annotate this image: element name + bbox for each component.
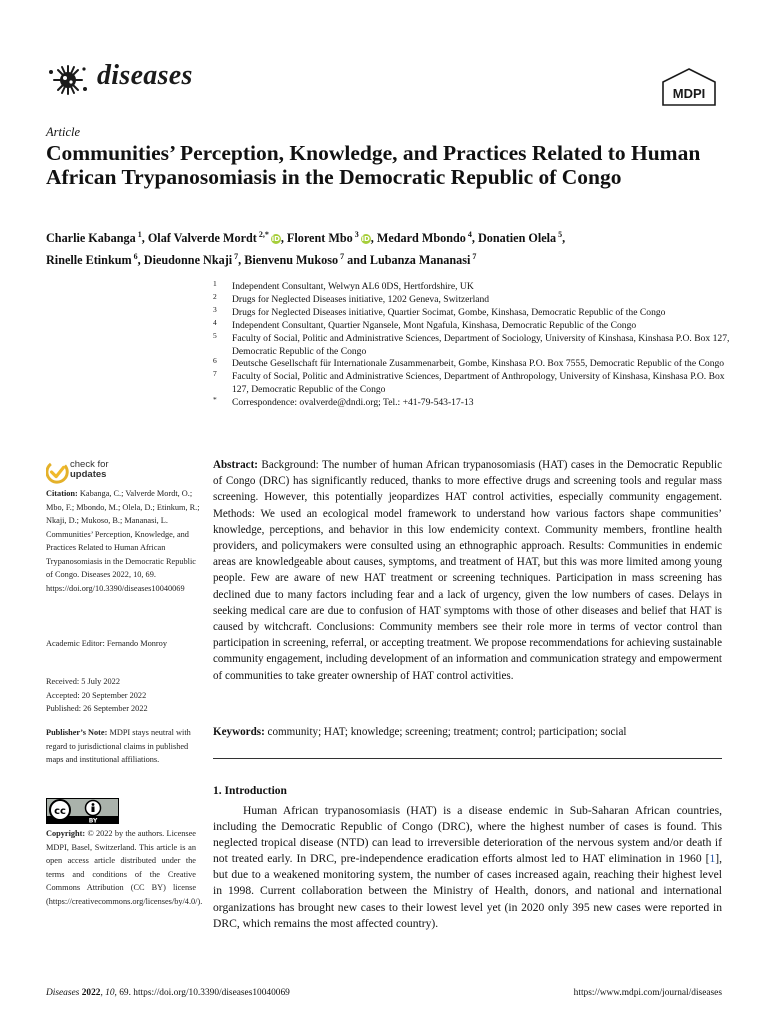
author-name: Medard Mbondo <box>376 231 466 246</box>
affiliation-item <box>213 291 733 307</box>
journal-logo-icon <box>46 62 90 98</box>
author-name: Rinelle Etinkum <box>46 252 132 267</box>
affiliation-item <box>213 358 733 371</box>
accepted-date: Accepted: 20 September 2022 <box>46 690 147 700</box>
affiliation-text: Independent Consultant, Quartier Ngansele, Mont Ngafula, Kinshasa, Democratic Republic of the Congo <box>232 319 637 331</box>
affiliation-number: 5 <box>213 330 217 340</box>
academic-editor: Academic Editor: Fernando Monroy <box>46 639 167 648</box>
affiliation-item <box>213 281 733 294</box>
author-affiliation-sup: 2,* <box>258 230 269 239</box>
author-name: Florent Mbo <box>286 231 353 246</box>
author-affiliation-sup: 5 <box>558 230 563 239</box>
footer-citation: Diseases 2022, 10, 69. https://doi.org/10.3390/diseases10040069 <box>46 988 290 998</box>
affiliation-text: Deutsche Gesellschaft für Internationale Zusammenarbeit, Gombe, Kinshasa P.O. Box 7555, Democratic Republic of the Congo <box>232 358 725 370</box>
author-affiliation-sup: 6 <box>133 251 138 261</box>
article-title: Communities’ Perception, Knowledge, and Practices Related to Human African Trypanosomiasis in the Democratic Republic of Congo <box>46 141 701 189</box>
check-line-2: updates <box>70 469 107 480</box>
orcid-icon[interactable]: iD <box>361 235 370 244</box>
author-name: Donatien Olela <box>477 231 557 246</box>
intro-text-2: ], but due to a weakened monitoring system, the number of cases increased again, reaching their highest level in 1998. Current collaboration between the Ministry of Health, donors, and national and international organizations has brought new cases to their lowest level yet (in 2020 only 395 new cases were reported in DRC, which remains the most affected country). <box>213 852 722 930</box>
affiliation-list <box>213 281 733 410</box>
author-separator: , <box>141 231 148 246</box>
article-type: Article <box>46 125 81 139</box>
copyright-block <box>46 827 203 908</box>
dates-block <box>46 675 148 716</box>
footer-doi[interactable]: , 69. https://doi.org/10.3390/diseases10040069 <box>114 988 290 998</box>
affiliation-number: * <box>213 395 217 405</box>
abstract-label: Abstract: <box>213 459 258 471</box>
author-separator: and <box>344 252 370 267</box>
affiliation-number: 6 <box>213 356 217 366</box>
affiliation-text: Faculty of Social, Politic and Administrative Sciences, Department of Anthropology, University of Kinshasa, Kinshasa P.O. Box 127, Democratic Republic of the Congo <box>232 371 725 396</box>
affiliation-text: Independent Consultant, Welwyn AL6 0DS, Hertfordshire, UK <box>232 281 474 292</box>
author-name: Lubanza Mananasi <box>369 252 471 267</box>
publisher-note-label: Publisher’s Note: <box>46 728 108 737</box>
reference-link[interactable]: 1 <box>709 852 716 866</box>
copyright-text: © 2022 by the authors. Licensee MDPI, Basel, Switzerland. This article is an open access article distributed under the terms and conditions of the Creative Commons Attribution (CC BY) license (https://creativecommons.org/licenses/by/4.0/). <box>46 829 203 906</box>
keywords-label: Keywords: <box>213 726 265 738</box>
affiliation-item <box>213 330 733 359</box>
author-separator: , <box>370 231 377 246</box>
check-line-1: check for <box>70 459 109 470</box>
author-separator: , <box>562 231 566 246</box>
footer-year: 2022 <box>81 988 101 998</box>
affiliation-item <box>213 304 733 320</box>
affiliation-number: 3 <box>213 304 217 314</box>
intro-text-1: Human African trypanosomiasis (HAT) is a disease endemic in Sub-Saharan African countries, including the Democratic Republic of Congo (DRC), where the highest number of cases is found. This neglected tropical disease (NTD) can lead to irreversible deterioration of the nervous system and/or death if not treated early. In DRC, pre-independence eradication efforts almost led to HAT elimination in 1960 [ <box>213 804 722 866</box>
author-affiliation-sup: 3 <box>354 230 359 239</box>
author-name: Bienvenu Mukoso <box>244 252 339 267</box>
author-list <box>46 226 736 269</box>
publisher-note-text: MDPI stays neutral with regard to jurisdictional claims in published maps and institutional affiliations. <box>46 728 191 764</box>
keywords-text: community; HAT; knowledge; screening; treatment; control; participation; social <box>267 726 627 738</box>
affiliation-number: 2 <box>213 291 217 301</box>
author-affiliation-sup: 4 <box>467 230 472 239</box>
affiliation-number: 7 <box>213 369 217 379</box>
cc-by-license-icon[interactable] <box>46 798 119 824</box>
footer-journal: Diseases <box>46 988 80 998</box>
mdpi-logo-text: MDPI <box>672 86 706 101</box>
affiliation-item <box>213 397 733 410</box>
section-divider <box>213 758 722 759</box>
published-date: Published: 26 September 2022 <box>46 704 148 713</box>
author-separator: , <box>280 231 287 246</box>
journal-name: diseases <box>97 60 193 91</box>
footer-volume: 10 <box>105 988 115 998</box>
author-separator: , <box>238 252 245 267</box>
check-for-updates-icon[interactable] <box>46 459 70 485</box>
introduction-paragraph <box>213 803 722 932</box>
check-for-updates-label[interactable] <box>70 460 109 480</box>
orcid-icon[interactable]: iD <box>271 235 280 244</box>
affiliation-text: Drugs for Neglected Diseases initiative, 1202 Geneva, Switzerland <box>232 293 490 305</box>
affiliation-item <box>213 371 733 397</box>
keywords <box>213 724 722 740</box>
page-footer <box>46 988 722 998</box>
author-name: Olaf Valverde Mordt <box>147 231 257 246</box>
affiliation-number: 4 <box>213 317 217 327</box>
copyright-label: Copyright: <box>46 829 86 838</box>
author-affiliation-sup: 7 <box>234 251 239 261</box>
author-separator: , <box>471 231 478 246</box>
citation-block <box>46 487 202 595</box>
affiliation-item <box>213 317 733 333</box>
affiliation-text: Faculty of Social, Politic and Administrative Sciences, Department of Sociology, University of Kinshasa, Kinshasa P.O. Box 127, Democratic Republic of the Congo <box>232 332 730 357</box>
svg-text:cc: cc <box>54 806 66 817</box>
author-separator: , <box>137 252 144 267</box>
author-name: Charlie Kabanga <box>46 231 136 246</box>
author-affiliation-sup: 7 <box>472 251 477 261</box>
mdpi-logo-icon <box>661 68 717 106</box>
abstract-text: Background: The number of human African trypanosomiasis (HAT) cases in the Democratic Republic of Congo (DRC) has significantly reduced, thanks to more effective drugs and screening tools and regular mass screening. However, this potentially jeopardizes HAT control activities, especially community engagement. Methods: We used an ecological model framework to understand how various factors shape communities’ knowledge, perceptions, and behavior in this low endemicity context. Community members, frontline health providers, and policymakers were consulted using an ethnographic approach. Results: Communities in endemic areas are knowledgeable about causes, symptoms, and treatment of HAT, but this was more limited among young people. Few are aware of new HAT treatment or screening techniques. Participation in mass screening has declined due to many factors including fear and a lack of urgency, given the low numbers of cases. Delays in seeking medical care are due to confusion of HAT symptoms with those of other diseases and belief that HAT is caused by witchcraft. Conclusions: Community members see their role more in terms of vector control than participation in screening, referral, or accepting treatment. We propose recommendations for achieving sustainable community engagement, including development of an information and communication strategy and empowerment of communities to take greater ownership of HAT control activities. <box>213 459 722 682</box>
publisher-note <box>46 726 202 767</box>
cc-by-text: BY <box>88 817 98 824</box>
author-affiliation-sup: 1 <box>137 230 142 239</box>
citation-text[interactable]: Kabanga, C.; Valverde Mordt, O.; Mbo, F.; Mbondo, M.; Olela, D.; Etinkum, R.; Nkaji, D.; Mukoso, B.; Mananasi, L. Communities’ Perception, Knowledge, and Practices Related to Human African Trypanosomiasis in the Democratic Republic of Congo. Diseases 2022, 10, 69. https://doi.org/10.3390/diseases10040069 <box>46 489 200 593</box>
section-heading: 1. Introduction <box>213 785 287 797</box>
author-affiliation-sup: 7 <box>340 251 345 261</box>
citation-label: Citation: <box>46 489 78 498</box>
author-name: Dieudonne Nkaji <box>143 252 233 267</box>
footer-url[interactable]: https://www.mdpi.com/journal/diseases <box>573 988 722 998</box>
received-date: Received: 5 July 2022 <box>46 677 120 686</box>
abstract <box>213 457 722 684</box>
affiliation-text: Correspondence: ovalverde@dndi.org; Tel.: +41-79-543-17-13 <box>232 397 474 409</box>
affiliation-text: Drugs for Neglected Diseases initiative, Quartier Socimat, Gombe, Kinshasa, Democratic Republic of the Congo <box>232 306 666 318</box>
affiliation-number: 1 <box>213 279 217 288</box>
